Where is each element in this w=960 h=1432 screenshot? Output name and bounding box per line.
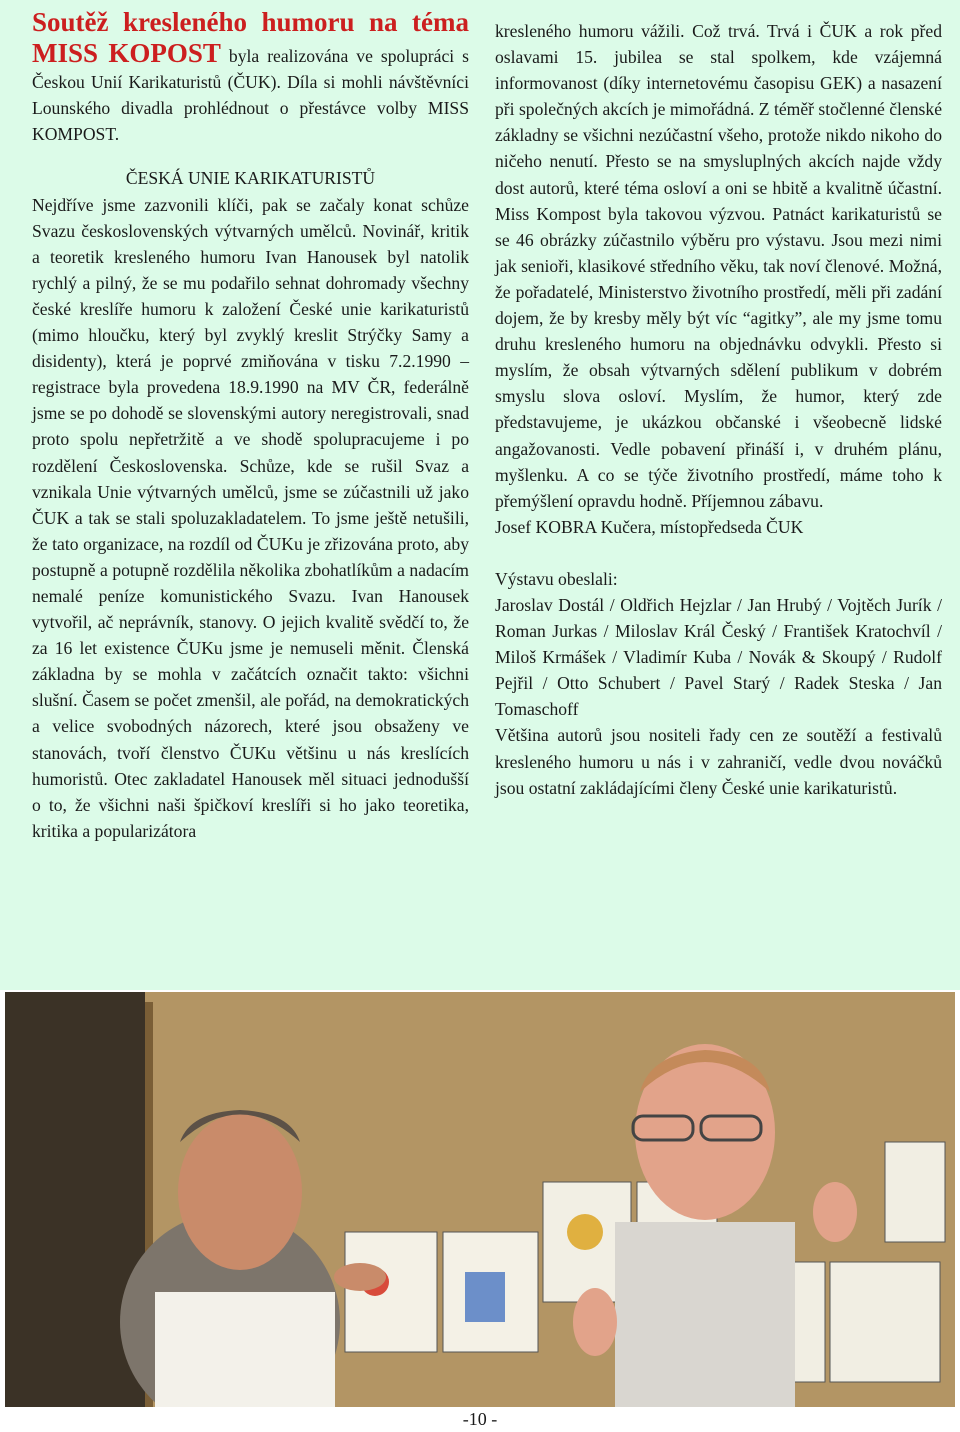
intro-text: byla realizována ve spolupráci s Českou Unií Karikaturistů (ČUK). Díla si mohli návštěvníci Lounského divadla prohlédnout o přestávce volby MISS KOMPOST.: [32, 46, 470, 145]
exhibitors-heading: Výstavu obeslali:: [495, 568, 618, 589]
section-heading: ČESKÁ UNIE KARIKATURISTŮ: [125, 168, 376, 189]
body-left: Nejdříve jsme zazvonili klíči, pak se začaly konat schůze Svazu československých výtvarných umělců. Novinář, kritik a teoretik kresleného humoru Ivan Hanousek byl natolik rychlý a pilný, že se mu podařilo sehnat dohromady všechny české kreslíře humoru k založení České unie karikaturistů (mimo hloučku, který byl zvyklý kreslit Strýčky Samy a disidenty), která je poprvé zmiňována v tisku 7.2.1990 – registrace byla provedena 18.9.1990 na MV ČR, federálně jsme se po dohodě se slovenskými autory neregistrovali, snad proto spolu nepřetržitě a ve shodě spolupracujeme i po rozdělení Československa. Schůze, kde se rušil Svaz a vznikala Unie výtvarných umělců, jsme se zúčastnili už jako ČUK a tak se stali spoluzakladatelem. To jsme ještě netušili, že tato organizace, na rozdíl od ČUKu je zřizována proto, aby postupně a potupně rozdělila několika zbohatlíkům a nadacím nemalé peníze komunistického Svazu. Ivan Hanousek vytvořil, ač neprávník, stanovy. O jejich kvalitě svědčí to, že za 16 let existence ČUKu jsme je nemuseli měnit. Členská základna by se mohla v začátcích označit takto: všichni slušní. Časem se počet zmenšil, ale pořád, na demokratických a velice svobodných názorech, které jsou obsaženy ve stanovách, tvoří členstvo ČUKu většinu u nás kreslících humoristů. Otec zakladatel Hanousek měl situaci jednodušší o to, že všichni naši špičkoví kreslíři si ho jako teoretika, kritika a popularizátora: [32, 194, 469, 841]
exhibitors-list: Jaroslav Dostál / Oldřich Hejzlar / Jan Hrubý / Vojtěch Jurík / Roman Jurkas / Miloslav Král Český / František Kratochvíl / Miloš Krmášek / Vladimír Kuba / Novák & Skoupý / Rudolf Pejřil / Otto Schubert / Pavel Starý / Radek Steska / Jan Tomaschoff: [495, 594, 942, 720]
article-title: Soutěž kresleného humoru na téma MISS KOPOST: [32, 7, 469, 69]
right-column: [495, 18, 942, 801]
exhibition-photo: [5, 992, 955, 1407]
photo-illustration: [5, 992, 955, 1407]
signature: Josef KOBRA Kučera, místopředseda ČUK: [495, 516, 804, 537]
spacer: [495, 540, 942, 566]
intro-paragraph: [32, 7, 469, 147]
left-column: [32, 7, 469, 844]
closing-paragraph: Většina autorů jsou nositeli řady cen ze soutěží a festivalů kresleného humoru u nás i v zahraničí, vedle dvou nováčků jsou ostatní zakládajícími členy České unie karikaturistů.: [495, 725, 942, 798]
page-number: -10 -: [462, 1409, 498, 1429]
body-right: kresleného humoru vážili. Což trvá. Trvá i ČUK a rok před oslavami 15. jubilea se stal spolkem, kde vzájemná informovanost (díky internetovému časopisu GEK) a nasazení při společných akcích je mimořádná. Z téměř stočlenné členské základny se všichni nezúčastní všeho, protože nikdo nikoho do ničeho nenutí. Přesto se na smysluplných akcích najde vždy dost autorů, které téma osloví a oni se hbitě a kvalitně účastní. Miss Kompost byla takovou výzvou. Patnáct karikaturistů se se 46 obrázky zúčastnilo výběru pro výstavu. Jsou mezi nimi jak senioři, klasikové středního věku, tak noví členové. Možná, že pořadatelé, Ministerstvo životního prostředí, měli při zadání dojem, že by kresby měly být víc “agitky”, ale my jsme tomu druhu kresleného humoru na objednávku odvykli. Přesto si myslím, že obsah výtvarných sdělení publikum v dobrém smyslu slova osloví. Myslím, že humor, který zde představujeme, je ukázkou občanské i všeobecně lidské angažovanosti. Vedle pobavení přináší i, v druhém plánu, myšlenku. A co se týče životního prostředí, máme toho k přemýšlení opravdu hodně. Příjemnou zábavu.: [495, 21, 942, 511]
